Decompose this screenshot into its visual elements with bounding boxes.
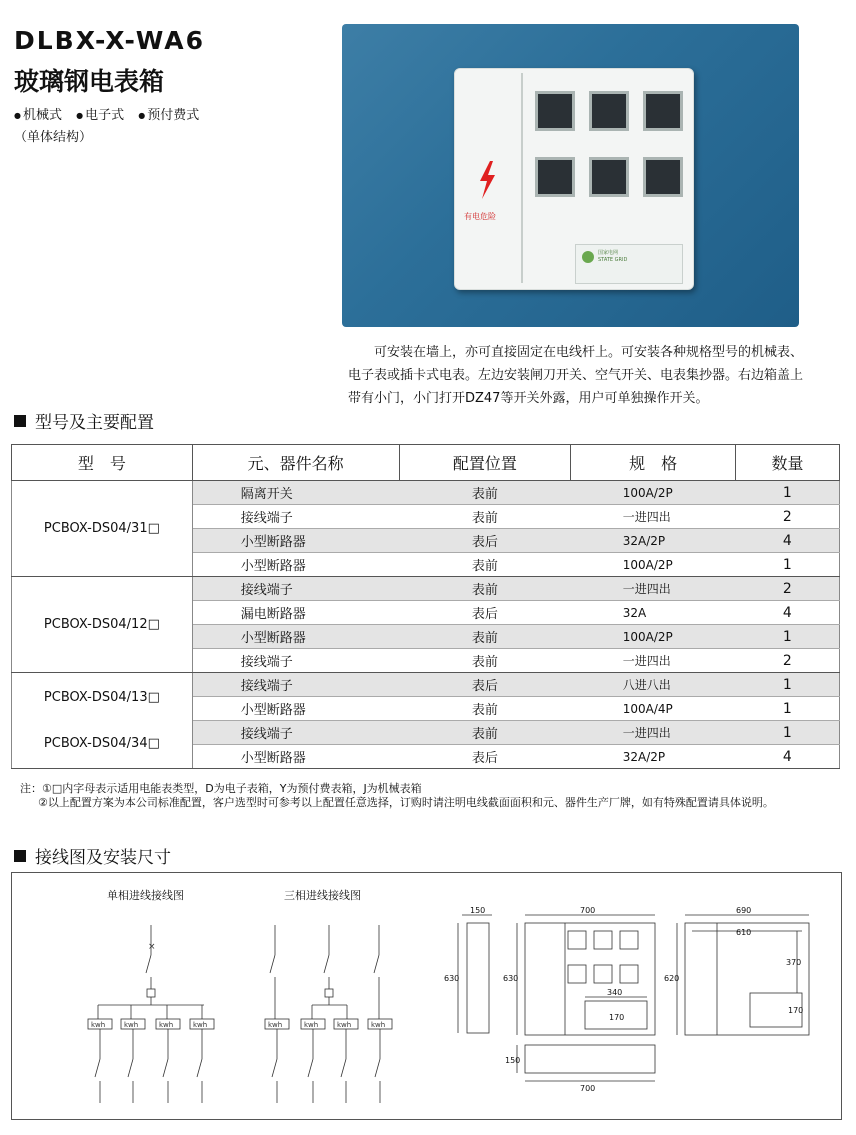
kwh-label: kwh (268, 1021, 283, 1029)
danger-label: 有电危险 (464, 212, 496, 221)
wiring-diagram-panel (11, 872, 842, 1120)
side-view-drawing (444, 906, 492, 1033)
wiring-and-dimension-drawing (12, 873, 841, 1119)
dim-front-height: 630 (503, 974, 519, 983)
position-cell: 表前 (399, 649, 571, 673)
dim-bottom-width: 700 (580, 1084, 596, 1093)
position-cell: 表前 (399, 721, 571, 745)
dim-back-lower: 170 (788, 1006, 804, 1015)
header-component: 元、器件名称 (192, 445, 399, 481)
spec-cell: 100A/2P (571, 625, 736, 649)
note-1: 注：①□内字母表示适用电能表类型，D为电子表箱，Y为预付费表箱，J为机械表箱 (20, 782, 422, 795)
component-cell: 隔离开关 (192, 481, 399, 505)
square-bullet-icon (14, 415, 26, 427)
product-description: 可安装在墙上，亦可直接固定在电线杆上。可安装各种规格型号的机械表、电子表或插卡式电表。左边安装闸刀开关、空气开关、电表集抄器。右边箱盖上带有小门，小门打开DZ47等开关外露，用户可单独操作开关。 (348, 345, 804, 406)
dim-door-height: 170 (609, 1013, 625, 1022)
section-wiring-label: 接线图及安装尺寸 (35, 848, 171, 868)
dim-side-width: 150 (470, 906, 486, 915)
kwh-label: kwh (337, 1021, 352, 1029)
kwh-label: kwh (124, 1021, 139, 1029)
qty-cell: 2 (736, 577, 840, 601)
model-name: PCBOX-DS04/34□ (43, 735, 160, 751)
dim-back-height: 620 (664, 974, 680, 983)
kwh-label: kwh (193, 1021, 208, 1029)
kwh-label: kwh (304, 1021, 319, 1029)
component-cell: 小型断路器 (192, 625, 399, 649)
model-name: PCBOX-DS04/13□ (43, 689, 160, 705)
config-table (11, 444, 840, 769)
position-cell: 表前 (399, 553, 571, 577)
section-wiring-title (14, 843, 171, 868)
model-cell (12, 673, 193, 769)
three-phase-wiring (265, 925, 392, 1103)
position-cell: 表后 (399, 601, 571, 625)
kwh-label: kwh (159, 1021, 174, 1029)
table-row (12, 481, 840, 505)
qty-cell: 4 (736, 601, 840, 625)
square-bullet-icon (14, 850, 26, 862)
component-cell: 小型断路器 (192, 553, 399, 577)
meter-box-illustration (454, 68, 694, 290)
front-view-drawing (503, 906, 655, 1035)
header-spec: 规 格 (571, 445, 736, 481)
dim-back-inner-width: 610 (736, 928, 752, 937)
state-grid-logo-icon (582, 251, 594, 263)
note-2: ②以上配置方案为本公司标准配置，客户选型时可参考以上配置任意选择，订购时请注明电线截面面积和元、器件生产厂牌，如有特殊配置请具体说明。 (38, 796, 774, 809)
qty-cell: 2 (736, 649, 840, 673)
dim-bottom-depth: 150 (505, 1056, 521, 1065)
position-cell: 表后 (399, 745, 571, 769)
dim-back-width: 690 (736, 906, 752, 915)
position-cell: 表前 (399, 697, 571, 721)
table-row (12, 577, 840, 601)
meter-window (643, 91, 683, 131)
meter-window (589, 157, 629, 197)
product-photo (342, 24, 799, 327)
table-header-row (12, 445, 840, 481)
component-cell: 接线端子 (192, 649, 399, 673)
meter-window (589, 91, 629, 131)
qty-cell: 4 (736, 745, 840, 769)
svg-text:×: × (148, 942, 156, 952)
table-notes (20, 782, 850, 810)
spec-cell: 32A/2P (571, 529, 736, 553)
dim-side-height: 630 (444, 974, 460, 983)
spec-cell: 一进四出 (571, 721, 736, 745)
model-cell: PCBOX-DS04/12□ (12, 577, 193, 673)
logo-sub: STATE GRID (598, 257, 628, 263)
meter-window (643, 157, 683, 197)
qty-cell: 1 (736, 673, 840, 697)
header-qty: 数量 (736, 445, 840, 481)
table-row (12, 673, 840, 697)
spec-cell: 100A/2P (571, 481, 736, 505)
structure-note: （单体结构） (14, 130, 93, 145)
spec-cell: 一进四出 (571, 505, 736, 529)
qty-cell: 1 (736, 721, 840, 745)
qty-cell: 2 (736, 505, 840, 529)
position-cell: 表前 (399, 577, 571, 601)
three-phase-title: 三相进线接线图 (284, 889, 361, 902)
kwh-label: kwh (371, 1021, 386, 1029)
spec-cell: 100A/4P (571, 697, 736, 721)
spec-cell: 八进八出 (571, 673, 736, 697)
kwh-label: kwh (91, 1021, 106, 1029)
meter-window (535, 91, 575, 131)
component-cell: 小型断路器 (192, 529, 399, 553)
bottom-view-drawing (505, 1045, 655, 1093)
dim-front-width: 700 (580, 906, 596, 915)
qty-cell: 1 (736, 697, 840, 721)
component-cell: 接线端子 (192, 673, 399, 697)
single-phase-title: 单相进线接线图 (107, 889, 184, 902)
position-cell: 表前 (399, 481, 571, 505)
component-cell: 接线端子 (192, 577, 399, 601)
dim-back-upper: 370 (786, 958, 802, 967)
position-cell: 表前 (399, 505, 571, 529)
header-model: 型 号 (12, 445, 193, 481)
logo-name: 国家电网 (598, 250, 619, 256)
position-cell: 表后 (399, 529, 571, 553)
feature-list (14, 104, 209, 123)
logo-text (598, 250, 627, 264)
component-cell: 小型断路器 (192, 697, 399, 721)
model-cell: PCBOX-DS04/31□ (12, 481, 193, 577)
position-cell: 表后 (399, 673, 571, 697)
product-name: 玻璃钢电表箱 (14, 67, 165, 96)
component-cell: 漏电断路器 (192, 601, 399, 625)
qty-cell: 1 (736, 553, 840, 577)
feature-mechanical: ● 机械式 (14, 108, 62, 123)
spec-cell: 100A/2P (571, 553, 736, 577)
single-phase-wiring (88, 925, 214, 1103)
section-config-label: 型号及主要配置 (35, 413, 154, 433)
component-cell: 小型断路器 (192, 745, 399, 769)
spec-cell: 一进四出 (571, 649, 736, 673)
qty-cell: 1 (736, 625, 840, 649)
meter-window (535, 157, 575, 197)
lightning-icon (477, 161, 497, 199)
qty-cell: 1 (736, 481, 840, 505)
spec-cell: 32A/2P (571, 745, 736, 769)
feature-electronic: ● 电子式 (76, 108, 124, 123)
component-cell: 接线端子 (192, 721, 399, 745)
feature-prepaid: ● 预付费式 (138, 108, 199, 123)
spec-cell: 一进四出 (571, 577, 736, 601)
dim-door-width: 340 (607, 988, 623, 997)
section-config-title (14, 408, 154, 433)
product-model: DLBX-X-WA6 (14, 26, 205, 55)
small-door (575, 244, 683, 284)
position-cell: 表前 (399, 625, 571, 649)
qty-cell: 4 (736, 529, 840, 553)
header-position: 配置位置 (399, 445, 571, 481)
component-cell: 接线端子 (192, 505, 399, 529)
back-view-drawing (664, 906, 809, 1035)
spec-cell: 32A (571, 601, 736, 625)
